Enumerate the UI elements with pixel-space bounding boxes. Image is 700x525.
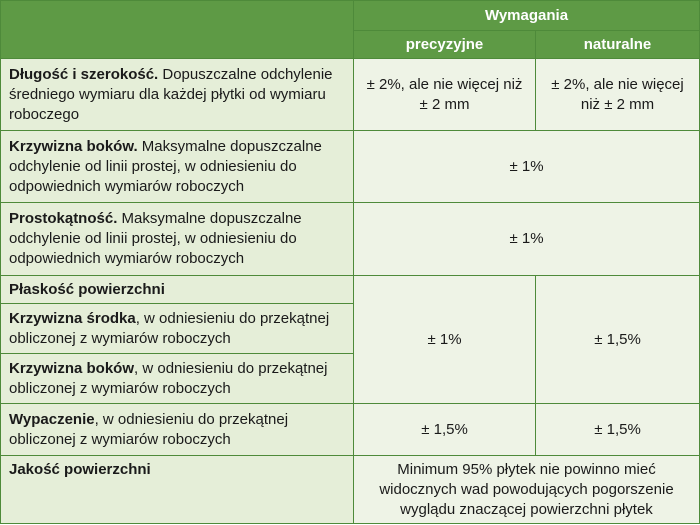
value-warpage-precise: ± 1,5% xyxy=(354,404,536,456)
row-flatness xyxy=(1,276,700,304)
value-warpage-natural: ± 1,5% xyxy=(536,404,700,456)
label-edge-straightness-text: Maksymalne dopuszczalne odchylenie od linii prostej, w odniesieniu do odpowiednich wymiarów roboczych xyxy=(9,137,322,195)
value-flatness-precise: ± 1% xyxy=(354,276,536,404)
row-rectangularity xyxy=(1,203,700,276)
row-surface-quality xyxy=(1,456,700,524)
label-length-width-bold: Długość i szerokość. xyxy=(9,65,159,83)
label-surface-quality xyxy=(1,456,354,524)
value-rectangularity: ± 1% xyxy=(354,203,700,276)
value-length-width-precise: ± 2%, ale nie więcej niż ± 2 mm xyxy=(354,59,536,131)
label-warpage-bold: Wypaczenie xyxy=(9,410,95,428)
row-warpage xyxy=(1,404,700,456)
header-empty-cell xyxy=(1,1,354,59)
label-edge-curvature xyxy=(1,354,354,404)
value-flatness-natural: ± 1,5% xyxy=(536,276,700,404)
label-flatness-bold: Płaskość powierzchni xyxy=(9,280,165,298)
header-row-group xyxy=(1,1,700,31)
row-edge-straightness xyxy=(1,131,700,203)
label-edge-curvature-bold: Krzywizna boków xyxy=(9,359,135,377)
value-surface-quality: Minimum 95% płytek nie powinno mieć widocznych wad powodujących pogorszenie wyglądu znaczącej powierzchni płytek xyxy=(354,456,700,524)
label-edge-straightness-bold: Krzywizna boków. xyxy=(9,137,138,155)
label-rectangularity-text: Maksymalne dopuszczalne odchylenie od linii prostej, w odniesieniu do odpowiednich wymiarów roboczych xyxy=(9,210,302,267)
label-rectangularity xyxy=(1,203,354,276)
label-center-curvature xyxy=(1,304,354,354)
label-rectangularity-bold: Prostokątność. xyxy=(9,210,118,227)
label-center-curvature-text: , w odniesieniu do przekątnej obliczonej z wymiarów roboczych xyxy=(9,309,330,347)
label-warpage-text: , w odniesieniu do przekątnej obliczonej z wymiarów roboczych xyxy=(9,410,289,448)
header-natural: naturalne xyxy=(536,31,700,59)
value-edge-straightness: ± 1% xyxy=(354,131,700,203)
header-precise: precyzyjne xyxy=(354,31,536,59)
header-requirements: Wymagania xyxy=(354,1,700,31)
label-edge-straightness xyxy=(1,131,354,203)
value-length-width-natural: ± 2%, ale nie więcej niż ± 2 mm xyxy=(536,59,700,131)
label-length-width-text: Dopuszczalne odchylenie średniego wymiaru dla każdej płytki od wymiaru roboczego xyxy=(9,65,333,123)
label-edge-curvature-text: , w odniesieniu do przekątnej obliczonej z wymiarów roboczych xyxy=(9,359,328,397)
label-surface-quality-bold: Jakość powierzchni xyxy=(9,461,151,478)
label-length-width xyxy=(1,59,354,131)
label-warpage xyxy=(1,404,354,456)
row-length-width xyxy=(1,59,700,131)
label-center-curvature-bold: Krzywizna środka xyxy=(9,309,136,327)
label-flatness xyxy=(1,276,354,304)
